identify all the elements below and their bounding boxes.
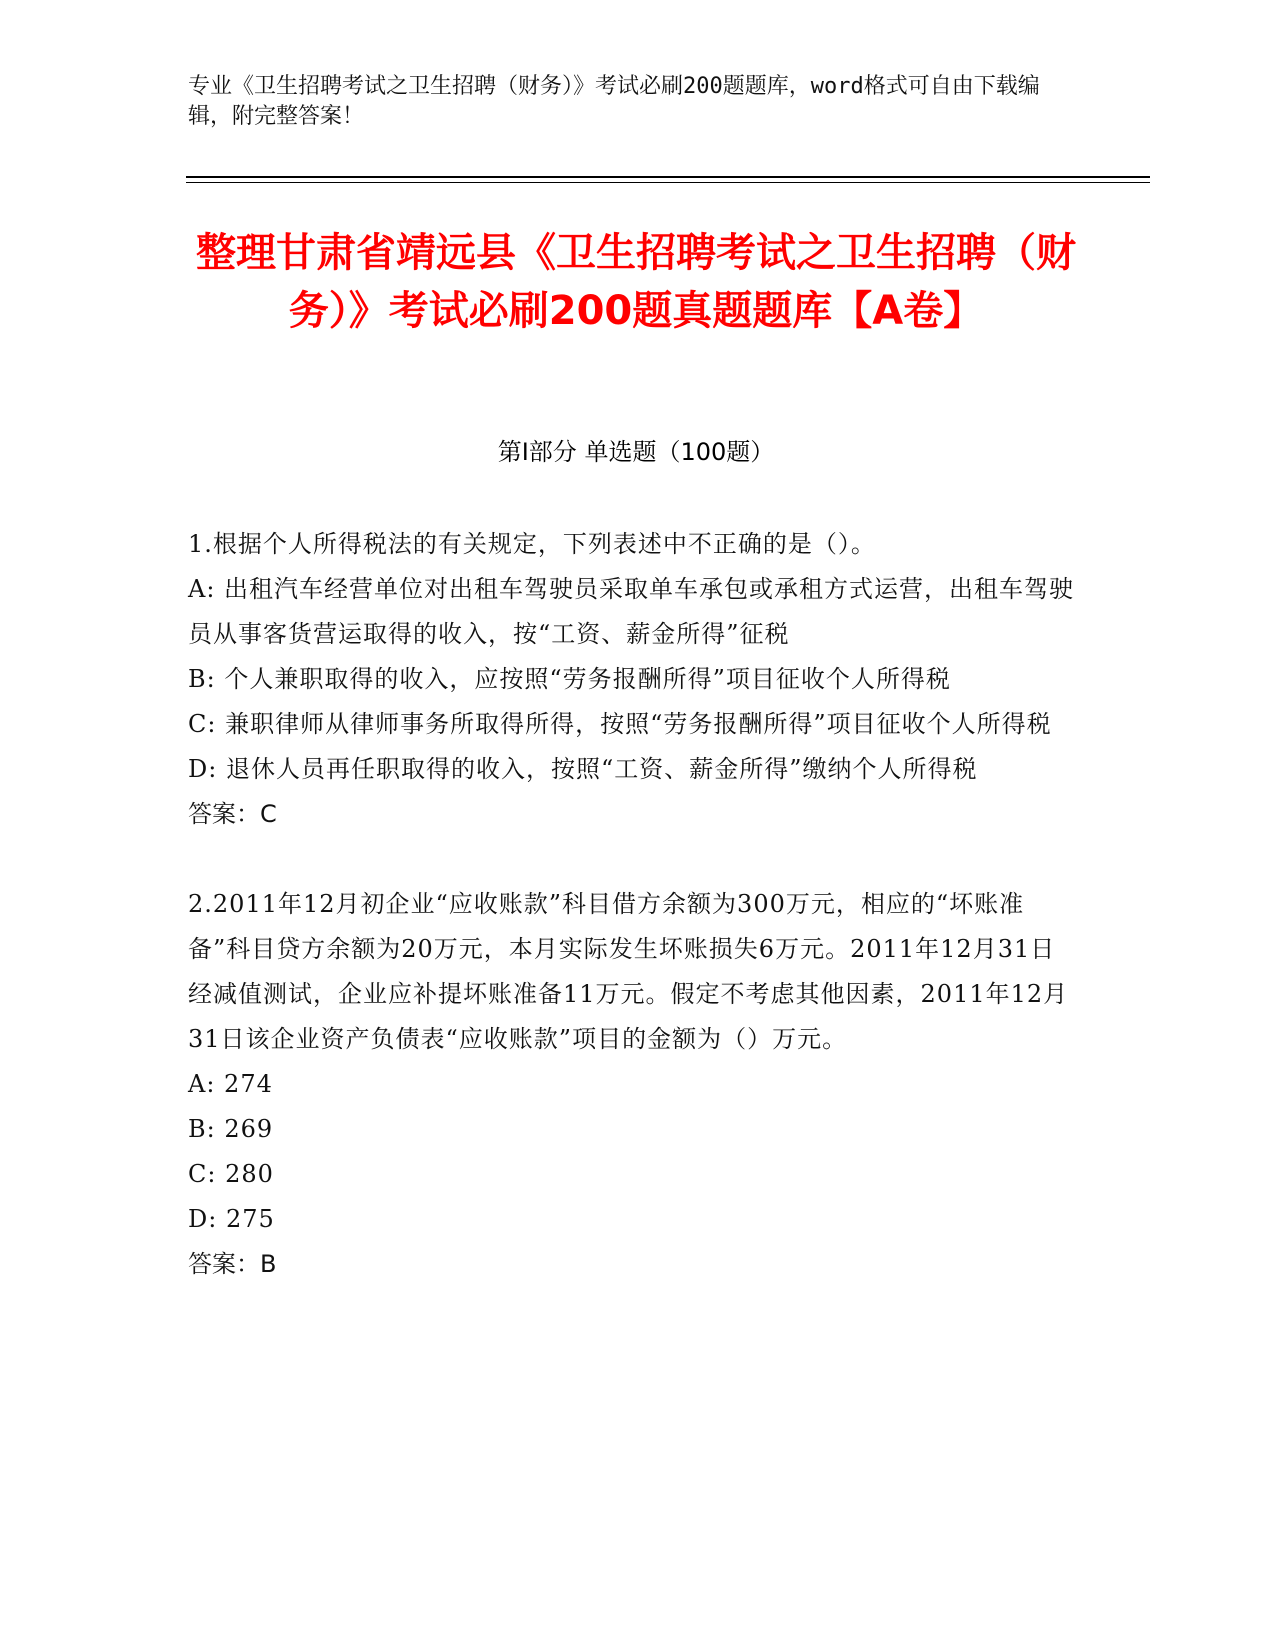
option-b: B: 个人兼职取得的收入，应按照“劳务报酬所得”项目征收个人所得税: [188, 665, 951, 693]
header-rule-thin: [186, 182, 1150, 183]
document-title: 整理甘肃省靖远县《卫生招聘考试之卫生招聘（财务）》考试必刷200题真题题库【A卷】: [196, 230, 1076, 334]
answer: 答案：B: [188, 1250, 277, 1278]
option-c: C: 280: [188, 1160, 274, 1188]
header-rule-thick: [186, 176, 1150, 178]
option-a: A: 274: [188, 1070, 273, 1098]
question-1: [188, 522, 1078, 837]
option-d: D: 退休人员再任职取得的收入，按照“工资、薪金所得”缴纳个人所得税: [188, 755, 978, 783]
option-d: D: 275: [188, 1205, 275, 1233]
header-note: 专业《卫生招聘考试之卫生招聘（财务）》考试必刷200题题库，word格式可自由下载编辑，附完整答案！: [188, 74, 1040, 129]
question-stem: 2.2011年12月初企业“应收账款”科目借方余额为300万元，相应的“坏账准备”科目贷方余额为20万元，本月实际发生坏账损失6万元。2011年12月31日经减值测试，企业应补提坏账准备11万元。假定不考虑其他因素，2011年12月31日该企业资产负债表“应收账款”项目的金额为（）万元。: [188, 890, 1069, 1053]
section-heading: 第I部分 单选题（100题）: [497, 438, 775, 466]
option-a: A: 出租汽车经营单位对出租车驾驶员采取单车承包或承租方式运营，出租车驾驶员从事客货营运取得的收入，按“工资、薪金所得”征税: [188, 575, 1075, 648]
option-c: C: 兼职律师从律师事务所取得所得，按照“劳务报酬所得”项目征收个人所得税: [188, 710, 1052, 738]
answer: 答案：C: [188, 800, 277, 828]
option-b: B: 269: [188, 1115, 274, 1143]
question-2: [188, 882, 1078, 1287]
question-stem: 1.根据个人所得税法的有关规定，下列表述中不正确的是（）。: [188, 530, 876, 558]
question-list: [188, 522, 1078, 1332]
